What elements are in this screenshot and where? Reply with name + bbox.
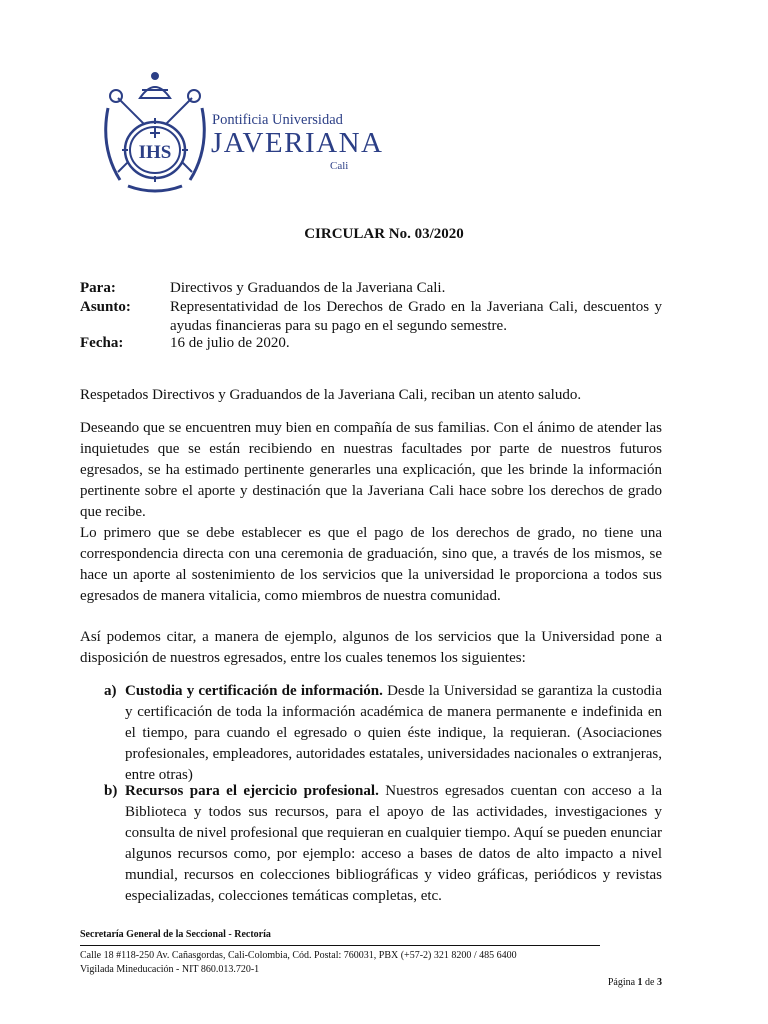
list-item-text: Desde la Universidad se garantiza la custodia y certificación de toda la información académica de manera permanente e indefinida en el tiempo, para cuando el egresado o quien éste indique, la requieran. (Asociaciones profesionales, empleadores, autoridades estatales, universidades nacionales o extranjeras, entre otras)	[125, 683, 662, 783]
para-label: Para:	[80, 280, 116, 296]
page-total: 3	[657, 977, 662, 988]
asunto-label: Asunto:	[80, 299, 131, 315]
footer-address: Calle 18 #118-250 Av. Cañasgordas, Cali-Colombia, Cód. Postal: 760031, PBX (+57-2) 321 8200 / 485 6400	[80, 950, 517, 961]
list-item-letter: b)	[104, 783, 118, 799]
fecha-label: Fecha:	[80, 335, 124, 351]
greeting: Respetados Directivos y Graduandos de la Javeriana Cali, reciban un atento saludo.	[80, 387, 582, 403]
list-item-heading: Custodia y certificación de información.	[125, 683, 383, 699]
logo-line-javeriana: JAVERIANA	[211, 127, 384, 159]
page-of: de	[645, 977, 655, 988]
list-item-heading: Recursos para el ejercicio profesional.	[125, 783, 379, 799]
university-logo	[100, 68, 384, 198]
paragraph-1: Deseando que se encuentren muy bien en compañía de sus familias. Con el ánimo de atender las inquietudes que se están recibiendo en nuestras facultades por parte de nuestros futuros egresados, se ha estimado pertinente generarles una explicación, que les brinde la información pertinente sobre el aporte y destinación que la Javeriana Cali hace sobre los derechos de grado que recibe.	[80, 420, 662, 520]
footer-divider	[80, 945, 600, 946]
page-current: 1	[637, 977, 643, 988]
para-value: Directivos y Graduandos de la Javeriana Cali.	[170, 280, 446, 296]
footer-vigilada: Vigilada Mineducación - NIT 860.013.720-1	[80, 964, 260, 975]
asunto-value: Representatividad de los Derechos de Grado en la Javeriana Cali, descuentos y ayudas financieras para su pago en el segundo semestre.	[170, 299, 662, 334]
list-item-letter: a)	[104, 683, 117, 699]
fecha-value: 16 de julio de 2020.	[170, 335, 290, 351]
logo-line-pontificia: Pontificia Universidad	[212, 112, 343, 128]
paragraph-2: Lo primero que se debe establecer es que el pago de los derechos de grado, no tiene una correspondencia directa con una ceremonia de graduación, sino que, a través de los mismos, se hace un aporte al sostenimiento de los servicios que la universidad le proporciona a todos sus egresados de manera vitalicia, como miembros de nuestra comunidad.	[80, 525, 662, 604]
document-title: CIRCULAR No. 03/2020	[304, 226, 464, 242]
page-number	[608, 977, 662, 988]
javeriana-seal-icon	[100, 68, 210, 198]
page-word: Página	[607, 977, 636, 988]
footer-title: Secretaría General de la Seccional - Rectoría	[80, 929, 271, 940]
list-item-body	[125, 681, 662, 786]
list-item-text: Nuestros egresados cuentan con acceso a la Biblioteca y todos sus recursos, para el apoyo de las actividades, investigaciones y consulta de nivel profesional que requieran en cualquier tiempo. Aquí se pueden enunciar algunos recursos como, por ejemplo: acceso a bases de datos de alto impacto a nivel mundial, recursos en colecciones bibliográficas y video gráficas, periódicos y revistas especializadas, colecciones temáticas completas, etc.	[125, 783, 662, 904]
paragraph-3: Así podemos citar, a manera de ejemplo, algunos de los servicios que la Universidad pone a disposición de nuestros egresados, entre los cuales tenemos los siguientes:	[80, 629, 662, 666]
logo-line-cali: Cali	[330, 160, 349, 172]
list-item-body	[125, 781, 662, 907]
svg-text:IHS: IHS	[138, 142, 172, 163]
